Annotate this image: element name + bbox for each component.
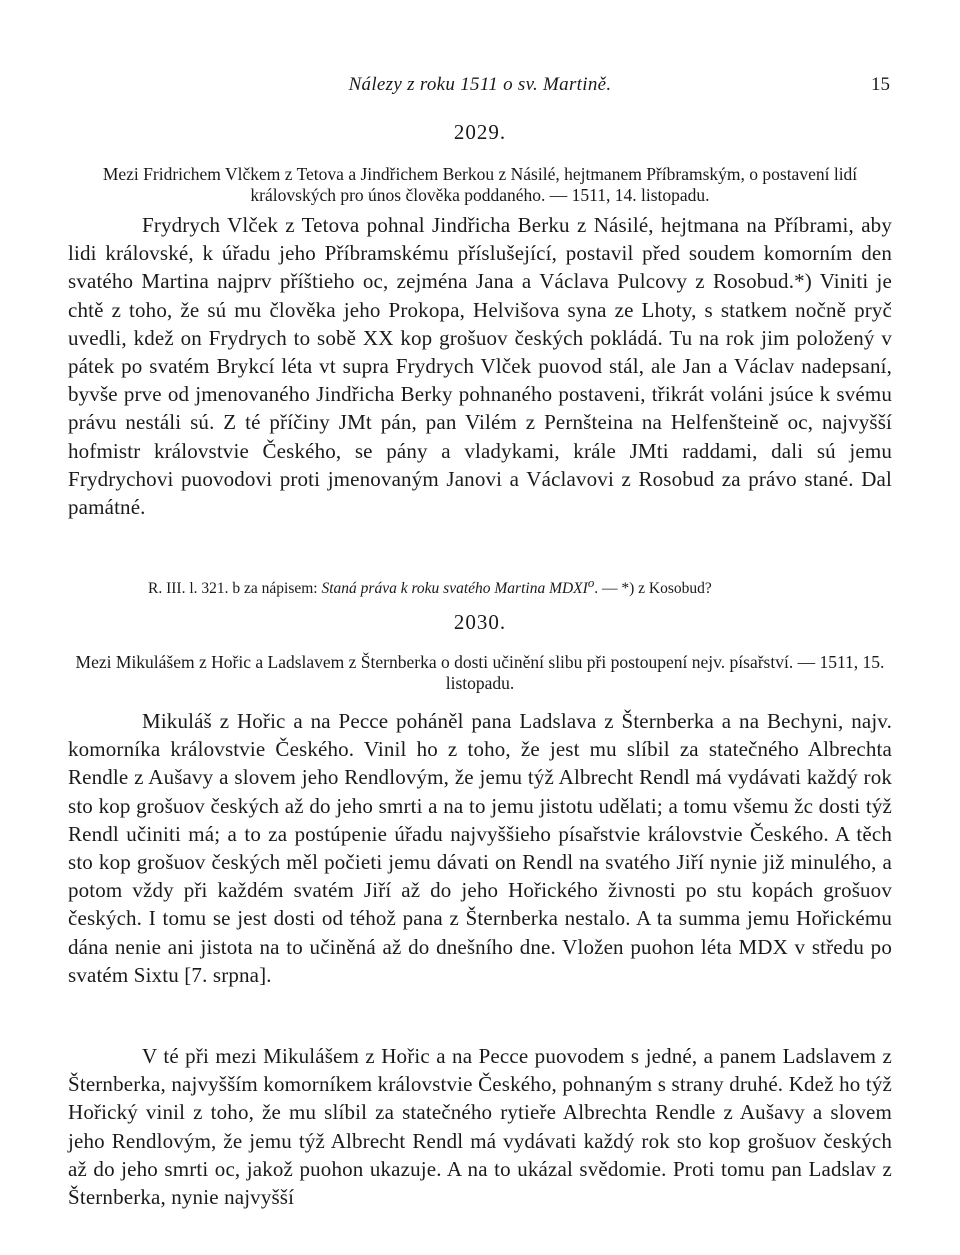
source-title-text: Staná práva k roku svatého Martina MDXI xyxy=(321,580,588,598)
source-title xyxy=(321,575,595,598)
source-prefix: R. III. l. 321. b za nápisem: xyxy=(148,580,318,598)
regest-2030: Mezi Mikulášem z Hořic a Ladslavem z Šternberka o dosti učinění slibu při postoupení nejv. písařství. — 1511, 15. listopadu. xyxy=(75,652,885,693)
running-title: Nálezy z roku 1511 o sv. Martině. xyxy=(348,74,612,95)
source-suffix: . — *) z Kosobud? xyxy=(594,580,712,598)
regest-2029: Mezi Fridrichem Vlčkem z Tetova a Jindřichem Berkou z Násilé, hejtmanem Příbramským, o postavení lidí královských pro únos člověka poddaného. — 1511, 14. listopadu. xyxy=(102,164,858,205)
paragraph-2030-1: Mikuláš z Hořic a na Pecce poháněl pana Ladslava z Šternberka a na Bechyni, najv. komorníka královstvie Českého. Vinil ho z toho, že jest mu slíbil za statečného Albrechta Rendle z Aušavy a slovem jeho Rendlovým, že jemu týž Albrecht Rendl má vydávati každý rok sto kop grošuov českých až do jeho smrti a na to jemu jistotu udělati; a tomu všemu žc dosti týž Rendl učiniti má; a to za postúpenie úřadu najvyššieho písařstvie královstvie Českého. A těch sto kop grošuov českých měl počieti jemu dávati on Rendl na svatého Jiří nynie již minulého, a potom vždy při každém svatém Jiří až do jeho Hořického živnosti po stu kopách grošuov českých. I tomu se jest dosti od téhož pana z Šternberka nestalo. A ta summa jemu Hořickému dána nenie ani jistota na to učiněná až do dnešního dne. Vložen puohon léta MDX v středu po svatém Sixtu [7. srpna]. xyxy=(68,709,892,987)
document-number-2030: 2030. xyxy=(453,610,507,634)
paragraph-2029: Frydrych Vlček z Tetova pohnal Jindřicha Berku z Násilé, hejtmana na Příbrami, aby lidi královské, k úřadu jeho Příbramskému příslušející, postavil před soudem komorním den svatého Martina najprv příštieho oc, zejména Jana a Václava Pulcovy z Rosobud.*) Viniti je chtě z toho, že sú mu člověka jeho Prokopa, Helvišova syna ze Lhoty, s statkem nočně pryč uvedli, kdež on Frydrych to sobě XX kop grošuov českých pokládá. Tu na rok jim položený v pátek po svatém Brykcí léta vt supra Frydrych Vlček puovod stál, ale Jan a Václav nadepsaní, byvše prve od jmenovaného Jindřicha Berky pohnaného postaveni, třikrát voláni jsúce k svému právu nestáli sú. Z té příčiny JMt pán, pan Vilém z Pernšteina na Helfenšteině oc, najvyšší hofmistr královstvie Českého, se pány a vladykami, krále JMti raddami, dali sú jemu Frydrychovi puovodovi proti jmenovaným Janovi a Václavovi z Rosobud za právo stané. Dal památné. xyxy=(68,213,892,520)
document-number-2029: 2029. xyxy=(453,120,507,144)
paragraph-2030-2: V té při mezi Mikulášem z Hořic a na Pecce puovodem s jedné, a panem Ladslavem z Šternberka, najvyšším komorníkem královstvie Českého, pohnaným s strany druhé. Kdež ho týž Hořický vinil z toho, že mu slíbil za statečného rytieře Albrechta Rendle z Aušavy a slovem jeho Rendlovým, že jemu týž Albrecht Rendl má vydávati každý rok sto kop grošuov českých až do jeho smrti oc, jakož puohon ukazuje. A na to ukázal svědomie. Proti tomu pan Ladslav z Šternberka, nynie najvyšší xyxy=(68,1044,892,1210)
source-note-2029 xyxy=(148,573,892,599)
source-title-sup: o xyxy=(587,575,595,590)
page-number: 15 xyxy=(871,74,890,95)
